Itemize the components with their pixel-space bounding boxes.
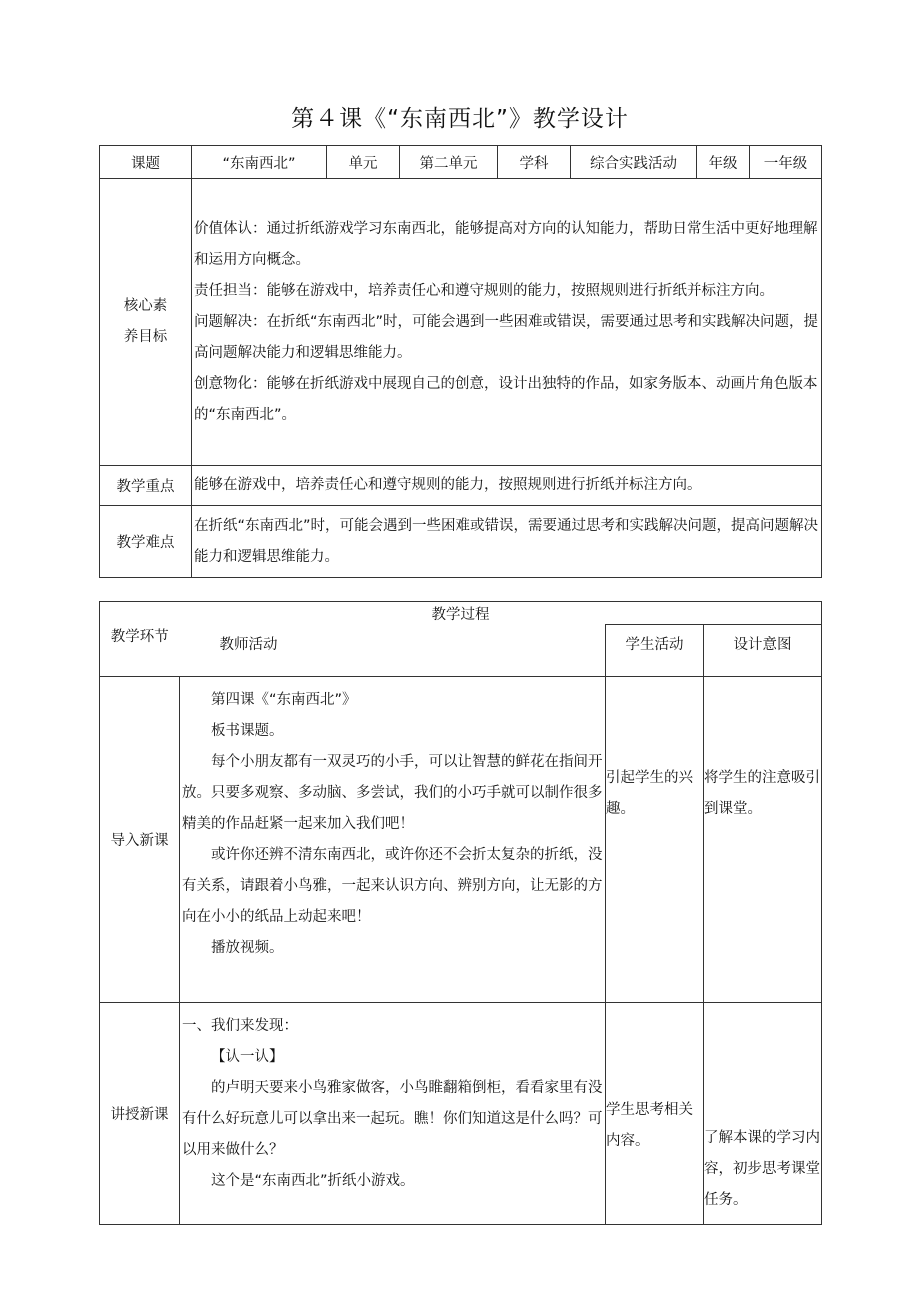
col-teacher-header: 教师活动 (180, 625, 606, 677)
teacher-activity-cell (180, 677, 606, 1003)
process-row-intro (100, 677, 822, 1003)
unit-label: 单元 (327, 146, 400, 179)
core-goals-label: 核心素 养目标 (100, 179, 192, 466)
unit-value: 第二单元 (400, 146, 498, 179)
overview-table (99, 145, 822, 578)
design-intent-cell: 了解本课的学习内容，初步思考课堂任务。 (704, 1003, 822, 1225)
teacher-paragraph: 第四课《“东南西北”》 (211, 692, 357, 708)
teacher-paragraph: 板书课题。 (211, 723, 284, 739)
goal-paragraph: 价值体认：通过折纸游戏学习东南西北，能够提高对方向的认知能力，帮助日常生活中更好地理解和运用方向概念。 (194, 220, 818, 268)
teacher-paragraph: 这个是“东南西北”折纸小游戏。 (211, 1173, 415, 1189)
teacher-paragraph: 【认一认】 (211, 1049, 284, 1065)
subject-label: 学科 (498, 146, 571, 179)
process-columns-row (100, 625, 822, 677)
core-goals-row (100, 179, 822, 466)
student-activity-cell: 引起学生的兴趣。 (606, 677, 704, 1003)
stage-cell: 导入新课 (100, 677, 180, 1003)
subject-value: 综合实践活动 (571, 146, 697, 179)
key-point-label: 教学重点 (100, 466, 192, 506)
difficulty-text: 在折纸“东南西北”时，可能会遇到一些困难或错误，需要通过思考和实践解决问题，提高问题解决能力和逻辑思维能力。 (192, 506, 822, 578)
topic-label: 课题 (100, 146, 192, 179)
goal-paragraph: 责任担当：能够在游戏中，培养责任心和遵守规则的能力，按照规则进行折纸并标注方向。 (194, 282, 774, 299)
teacher-paragraph: 每个小朋友都有一双灵巧的小手，可以让智慧的鲜花在指间开放。只要多观察、多动脑、多尝试，我们的小巧手就可以制作很多精美的作品赶紧一起来加入我们吧！ (182, 754, 603, 832)
goal-paragraph: 创意物化：能够在折纸游戏中展现自己的创意，设计出独特的作品，如家务版本、动画片角色版本的“东南西北”。 (194, 375, 818, 423)
process-header-row (100, 602, 822, 625)
key-point-text: 能够在游戏中，培养责任心和遵守规则的能力，按照规则进行折纸并标注方向。 (192, 466, 822, 506)
page-title: 第４课《“东南西北”》教学设计 (291, 106, 629, 132)
design-intent-cell: 将学生的注意吸引到课堂。 (704, 677, 822, 1003)
teacher-activity-cell (180, 1003, 606, 1225)
col-stage-header: 教学环节 (100, 625, 180, 677)
teacher-paragraph: 一、我们来发现： (182, 1018, 298, 1034)
difficulty-row (100, 506, 822, 578)
core-goals-content (192, 179, 822, 466)
process-header: 教学过程 (100, 602, 822, 625)
col-intent-header: 设计意图 (704, 625, 822, 677)
student-activity-cell: 学生思考相关内容。 (606, 1003, 704, 1225)
info-row (100, 146, 822, 179)
topic-value: “东南西北” (192, 146, 327, 179)
key-point-row (100, 466, 822, 506)
teacher-paragraph: 的卢明天要来小鸟雅家做客，小鸟睢翻箱倒柜，看看家里有没有什么好玩意儿可以拿出来一起玩。瞧！你们知道这是什么吗？可以用来做什么？ (182, 1080, 603, 1158)
stage-cell: 讲授新课 (100, 1003, 180, 1225)
grade-value: 一年级 (750, 146, 822, 179)
process-row-new-lesson (100, 1003, 822, 1225)
teacher-paragraph: 或许你还辨不清东南西北，或许你还不会折太复杂的折纸，没有关系，请跟着小鸟雅，一起来认识方向、辨别方向，让无影的方向在小小的纸品上动起来吧！ (182, 847, 603, 925)
col-student-header: 学生活动 (606, 625, 704, 677)
goal-paragraph: 问题解决：在折纸“东南西北”时，可能会遇到一些困难或错误，需要通过思考和实践解决问题，提高问题解决能力和逻辑思维能力。 (194, 313, 819, 361)
process-table (99, 601, 822, 1225)
grade-label: 年级 (697, 146, 750, 179)
teacher-paragraph: 播放视频。 (211, 940, 284, 956)
difficulty-label: 教学难点 (100, 506, 192, 578)
